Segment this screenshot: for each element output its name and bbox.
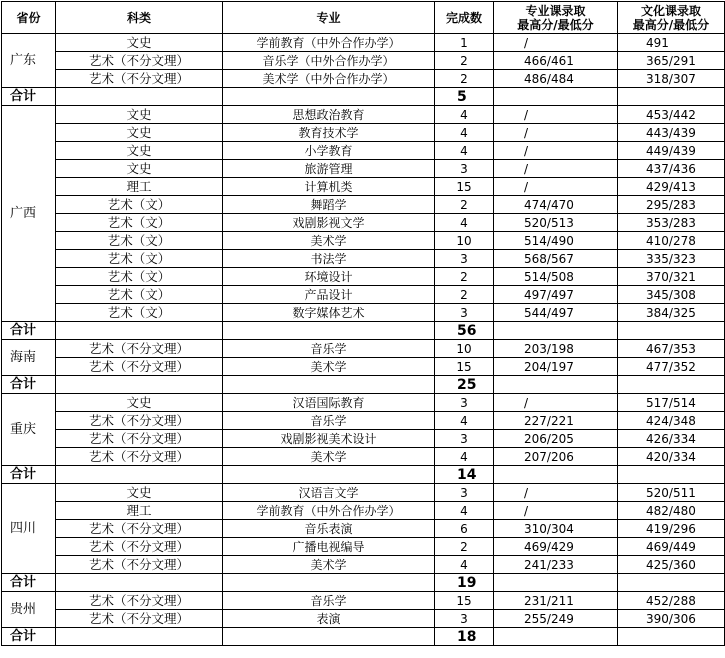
completed-cell: 4 xyxy=(435,412,494,430)
prof-score-cell: 203/198 xyxy=(494,340,618,358)
culture-score-cell: 453/442 xyxy=(618,106,725,124)
total-label: 合计 xyxy=(2,376,56,394)
prof-score-cell: 255/249 xyxy=(494,610,618,628)
culture-score-cell: 443/439 xyxy=(618,124,725,142)
prof-score-cell: 469/429 xyxy=(494,538,618,556)
major-cell: 美术学 xyxy=(223,232,435,250)
completed-cell: 2 xyxy=(435,268,494,286)
empty-cell xyxy=(494,88,618,106)
prof-score-cell: / xyxy=(494,502,618,520)
table-row xyxy=(2,340,725,358)
total-value: 5 xyxy=(435,88,494,106)
completed-cell: 4 xyxy=(435,106,494,124)
empty-cell xyxy=(223,574,435,592)
empty-cell xyxy=(494,376,618,394)
empty-cell xyxy=(618,322,725,340)
culture-score-cell: 424/348 xyxy=(618,412,725,430)
total-row xyxy=(2,322,725,340)
province-cell: 重庆 xyxy=(2,394,56,466)
header-completed: 完成数 xyxy=(435,2,494,34)
completed-cell: 15 xyxy=(435,592,494,610)
culture-score-cell: 467/353 xyxy=(618,340,725,358)
culture-score-cell: 491 xyxy=(618,34,725,52)
province-cell: 四川 xyxy=(2,484,56,574)
culture-score-cell: 429/413 xyxy=(618,178,725,196)
major-cell: 教育技术学 xyxy=(223,124,435,142)
completed-cell: 4 xyxy=(435,502,494,520)
prof-score-cell: 310/304 xyxy=(494,520,618,538)
empty-cell xyxy=(223,376,435,394)
empty-cell xyxy=(618,628,725,646)
culture-score-cell: 520/511 xyxy=(618,484,725,502)
prof-score-cell: 227/221 xyxy=(494,412,618,430)
category-cell: 文史 xyxy=(56,160,223,178)
category-cell: 艺术（不分文理） xyxy=(56,358,223,376)
category-cell: 艺术（不分文理） xyxy=(56,412,223,430)
table-row xyxy=(2,286,725,304)
category-cell: 文史 xyxy=(56,124,223,142)
total-label: 合计 xyxy=(2,322,56,340)
header-category: 科类 xyxy=(56,2,223,34)
total-row xyxy=(2,466,725,484)
category-cell: 艺术（文） xyxy=(56,286,223,304)
prof-score-cell: 241/233 xyxy=(494,556,618,574)
empty-cell xyxy=(618,466,725,484)
major-cell: 汉语国际教育 xyxy=(223,394,435,412)
completed-cell: 10 xyxy=(435,340,494,358)
table-row xyxy=(2,430,725,448)
category-cell: 文史 xyxy=(56,484,223,502)
total-label: 合计 xyxy=(2,628,56,646)
prof-score-cell: 514/490 xyxy=(494,232,618,250)
category-cell: 文史 xyxy=(56,142,223,160)
category-cell: 艺术（不分文理） xyxy=(56,52,223,70)
empty-cell xyxy=(223,466,435,484)
category-cell: 艺术（不分文理） xyxy=(56,592,223,610)
culture-score-cell: 469/449 xyxy=(618,538,725,556)
culture-score-cell: 365/291 xyxy=(618,52,725,70)
culture-score-cell: 353/283 xyxy=(618,214,725,232)
table-row xyxy=(2,70,725,88)
culture-score-cell: 419/296 xyxy=(618,520,725,538)
empty-cell xyxy=(56,466,223,484)
culture-score-cell: 390/306 xyxy=(618,610,725,628)
major-cell: 环境设计 xyxy=(223,268,435,286)
major-cell: 美术学（中外合作办学） xyxy=(223,70,435,88)
prof-score-cell: 231/211 xyxy=(494,592,618,610)
category-cell: 艺术（文） xyxy=(56,232,223,250)
total-value: 56 xyxy=(435,322,494,340)
culture-score-cell: 517/514 xyxy=(618,394,725,412)
prof-score-cell: 207/206 xyxy=(494,448,618,466)
empty-cell xyxy=(618,574,725,592)
table-row xyxy=(2,160,725,178)
category-cell: 艺术（文） xyxy=(56,214,223,232)
completed-cell: 4 xyxy=(435,448,494,466)
table-row xyxy=(2,106,725,124)
major-cell: 计算机类 xyxy=(223,178,435,196)
prof-score-cell: / xyxy=(494,178,618,196)
prof-score-cell: / xyxy=(494,34,618,52)
table-row xyxy=(2,412,725,430)
category-cell: 文史 xyxy=(56,106,223,124)
category-cell: 艺术（文） xyxy=(56,304,223,322)
table-row xyxy=(2,178,725,196)
completed-cell: 2 xyxy=(435,70,494,88)
culture-score-cell: 335/323 xyxy=(618,250,725,268)
category-cell: 艺术（不分文理） xyxy=(56,610,223,628)
completed-cell: 4 xyxy=(435,124,494,142)
major-cell: 表演 xyxy=(223,610,435,628)
prof-score-cell: 486/484 xyxy=(494,70,618,88)
category-cell: 艺术（不分文理） xyxy=(56,538,223,556)
total-value: 18 xyxy=(435,628,494,646)
table-row xyxy=(2,142,725,160)
province-cell: 广西 xyxy=(2,106,56,322)
total-label: 合计 xyxy=(2,466,56,484)
prof-score-cell: / xyxy=(494,124,618,142)
completed-cell: 4 xyxy=(435,142,494,160)
completed-cell: 10 xyxy=(435,232,494,250)
header-row xyxy=(2,2,725,34)
prof-score-cell: / xyxy=(494,484,618,502)
completed-cell: 3 xyxy=(435,610,494,628)
header-prof-score: 专业课录取 最高分/最低分 xyxy=(494,2,618,34)
category-cell: 艺术（不分文理） xyxy=(56,340,223,358)
culture-score-cell: 370/321 xyxy=(618,268,725,286)
major-cell: 产品设计 xyxy=(223,286,435,304)
culture-score-cell: 452/288 xyxy=(618,592,725,610)
empty-cell xyxy=(56,322,223,340)
table-row xyxy=(2,250,725,268)
category-cell: 艺术（不分文理） xyxy=(56,520,223,538)
total-label: 合计 xyxy=(2,88,56,106)
category-cell: 理工 xyxy=(56,502,223,520)
major-cell: 学前教育（中外合作办学） xyxy=(223,502,435,520)
culture-score-cell: 295/283 xyxy=(618,196,725,214)
prof-score-cell: 204/197 xyxy=(494,358,618,376)
culture-score-cell: 318/307 xyxy=(618,70,725,88)
category-cell: 艺术（文） xyxy=(56,196,223,214)
major-cell: 数字媒体艺术 xyxy=(223,304,435,322)
total-value: 19 xyxy=(435,574,494,592)
table-row xyxy=(2,538,725,556)
culture-score-cell: 384/325 xyxy=(618,304,725,322)
table-row xyxy=(2,214,725,232)
header-province: 省份 xyxy=(2,2,56,34)
table-row xyxy=(2,448,725,466)
category-cell: 艺术（不分文理） xyxy=(56,70,223,88)
category-cell: 艺术（不分文理） xyxy=(56,430,223,448)
total-label: 合计 xyxy=(2,574,56,592)
table-row xyxy=(2,358,725,376)
major-cell: 美术学 xyxy=(223,358,435,376)
completed-cell: 3 xyxy=(435,304,494,322)
empty-cell xyxy=(618,88,725,106)
category-cell: 文史 xyxy=(56,34,223,52)
prof-score-cell: 568/567 xyxy=(494,250,618,268)
major-cell: 戏剧影视文学 xyxy=(223,214,435,232)
major-cell: 音乐表演 xyxy=(223,520,435,538)
total-row xyxy=(2,574,725,592)
table-row xyxy=(2,394,725,412)
culture-score-cell: 410/278 xyxy=(618,232,725,250)
culture-score-cell: 477/352 xyxy=(618,358,725,376)
major-cell: 舞蹈学 xyxy=(223,196,435,214)
completed-cell: 15 xyxy=(435,178,494,196)
table-row xyxy=(2,502,725,520)
completed-cell: 2 xyxy=(435,52,494,70)
category-cell: 艺术（文） xyxy=(56,250,223,268)
category-cell: 艺术（不分文理） xyxy=(56,556,223,574)
empty-cell xyxy=(494,628,618,646)
completed-cell: 2 xyxy=(435,538,494,556)
major-cell: 美术学 xyxy=(223,448,435,466)
major-cell: 音乐学（中外合作办学） xyxy=(223,52,435,70)
prof-score-cell: 514/508 xyxy=(494,268,618,286)
table-row xyxy=(2,196,725,214)
prof-score-cell: / xyxy=(494,106,618,124)
table-row xyxy=(2,592,725,610)
total-row xyxy=(2,88,725,106)
empty-cell xyxy=(494,466,618,484)
completed-cell: 4 xyxy=(435,214,494,232)
completed-cell: 4 xyxy=(435,556,494,574)
culture-score-cell: 345/308 xyxy=(618,286,725,304)
completed-cell: 15 xyxy=(435,358,494,376)
empty-cell xyxy=(494,322,618,340)
completed-cell: 1 xyxy=(435,34,494,52)
major-cell: 广播电视编导 xyxy=(223,538,435,556)
total-row xyxy=(2,628,725,646)
culture-score-cell: 482/480 xyxy=(618,502,725,520)
completed-cell: 2 xyxy=(435,286,494,304)
major-cell: 戏剧影视美术设计 xyxy=(223,430,435,448)
major-cell: 旅游管理 xyxy=(223,160,435,178)
prof-score-cell: 520/513 xyxy=(494,214,618,232)
category-cell: 艺术（文） xyxy=(56,268,223,286)
table-row xyxy=(2,34,725,52)
empty-cell xyxy=(56,88,223,106)
completed-cell: 3 xyxy=(435,160,494,178)
table-row xyxy=(2,610,725,628)
major-cell: 思想政治教育 xyxy=(223,106,435,124)
category-cell: 艺术（不分文理） xyxy=(56,448,223,466)
admission-table xyxy=(1,1,725,646)
completed-cell: 6 xyxy=(435,520,494,538)
prof-score-cell: / xyxy=(494,160,618,178)
empty-cell xyxy=(56,376,223,394)
culture-score-cell: 426/334 xyxy=(618,430,725,448)
major-cell: 美术学 xyxy=(223,556,435,574)
prof-score-cell: 497/497 xyxy=(494,286,618,304)
table-row xyxy=(2,556,725,574)
table-row xyxy=(2,304,725,322)
header-major: 专业 xyxy=(223,2,435,34)
table-row xyxy=(2,484,725,502)
empty-cell xyxy=(56,628,223,646)
empty-cell xyxy=(618,376,725,394)
table-row xyxy=(2,268,725,286)
major-cell: 书法学 xyxy=(223,250,435,268)
total-value: 25 xyxy=(435,376,494,394)
prof-score-cell: 474/470 xyxy=(494,196,618,214)
major-cell: 音乐学 xyxy=(223,340,435,358)
prof-score-cell: 544/497 xyxy=(494,304,618,322)
province-cell: 海南 xyxy=(2,340,56,376)
total-row xyxy=(2,376,725,394)
table-row xyxy=(2,232,725,250)
major-cell: 汉语言文学 xyxy=(223,484,435,502)
table-row xyxy=(2,124,725,142)
empty-cell xyxy=(223,88,435,106)
table-row xyxy=(2,520,725,538)
province-cell: 广东 xyxy=(2,34,56,88)
culture-score-cell: 437/436 xyxy=(618,160,725,178)
culture-score-cell: 425/360 xyxy=(618,556,725,574)
completed-cell: 3 xyxy=(435,430,494,448)
prof-score-cell: / xyxy=(494,142,618,160)
major-cell: 小学教育 xyxy=(223,142,435,160)
empty-cell xyxy=(494,574,618,592)
completed-cell: 3 xyxy=(435,484,494,502)
category-cell: 理工 xyxy=(56,178,223,196)
major-cell: 音乐学 xyxy=(223,592,435,610)
completed-cell: 3 xyxy=(435,250,494,268)
completed-cell: 3 xyxy=(435,394,494,412)
total-value: 14 xyxy=(435,466,494,484)
table-row xyxy=(2,52,725,70)
culture-score-cell: 449/439 xyxy=(618,142,725,160)
empty-cell xyxy=(223,628,435,646)
header-culture-score: 文化课录取 最高分/最低分 xyxy=(618,2,725,34)
prof-score-cell: / xyxy=(494,394,618,412)
empty-cell xyxy=(56,574,223,592)
empty-cell xyxy=(223,322,435,340)
major-cell: 音乐学 xyxy=(223,412,435,430)
province-cell: 贵州 xyxy=(2,592,56,628)
culture-score-cell: 420/334 xyxy=(618,448,725,466)
completed-cell: 2 xyxy=(435,196,494,214)
prof-score-cell: 206/205 xyxy=(494,430,618,448)
table-body xyxy=(2,34,725,646)
category-cell: 文史 xyxy=(56,394,223,412)
major-cell: 学前教育（中外合作办学） xyxy=(223,34,435,52)
prof-score-cell: 466/461 xyxy=(494,52,618,70)
